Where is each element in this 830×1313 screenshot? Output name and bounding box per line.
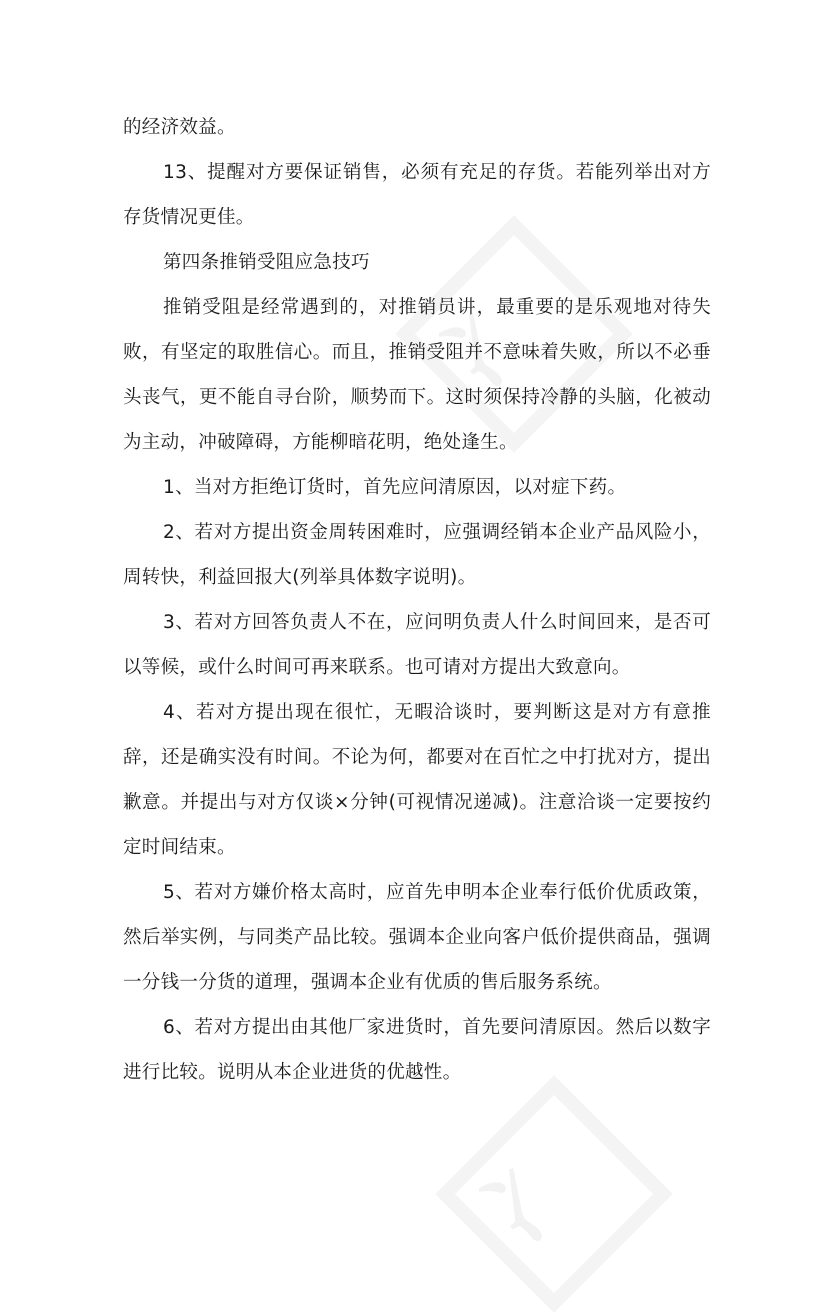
paragraph-item-5: 5、若对方嫌价格太高时，应首先申明本企业奉行低价优质政策，然后举实例，与同类产品比较。强调本企业向客户低价提供商品，强调一分钱一分货的道理，强调本企业有优质的售后服务系统。 xyxy=(123,882,711,993)
document-body xyxy=(123,105,711,1095)
section-heading: 第四条推销受阻应急技巧 xyxy=(163,252,370,273)
paragraph-item-6: 6、若对方提出由其他厂家进货时，首先要问清原因。然后以数字进行比较。说明从本企业进货的优越性。 xyxy=(123,1017,711,1083)
paragraph-intro: 推销受阻是经常遇到的，对推销员讲，最重要的是乐观地对待失败，有坚定的取胜信心。而且，推销受阻并不意味着失败，所以不必垂头丧气，更不能自寻台阶，顺势而下。这时须保持冷静的头脑，化被动为主动，冲破障碍，方能柳暗花明，绝处逢生。 xyxy=(123,297,711,453)
paragraph-item-4: 4、若对方提出现在很忙，无暇洽谈时，要判断这是对方有意推辞，还是确实没有时间。不论为何，都要对在百忙之中打扰对方，提出歉意。并提出与对方仅谈×分钟(可视情况递减)。注意洽谈一定要按约定时间结束。 xyxy=(123,702,711,858)
watermark-stamp-icon xyxy=(435,1075,673,1313)
paragraph-item-3: 3、若对方回答负责人不在，应问明负责人什么时间回来，是否可以等候，或什么时间可再来联系。也可请对方提出大致意向。 xyxy=(123,612,711,678)
watermark-glyph: 冫 xyxy=(462,1127,600,1265)
paragraph-continuation: 的经济效益。 xyxy=(123,117,236,138)
watermark-glyph: 冫 xyxy=(422,272,560,410)
paragraph-item-1: 1、当对方拒绝订货时，首先应问清原因，以对症下药。 xyxy=(163,477,627,498)
paragraph-item-13: 13、提醒对方要保证销售，必须有充足的存货。若能列举出对方存货情况更佳。 xyxy=(123,162,711,228)
paragraph-item-2: 2、若对方提出资金周转困难时，应强调经销本企业产品风险小，周转快，利益回报大(列举具体数字说明)。 xyxy=(123,522,711,588)
